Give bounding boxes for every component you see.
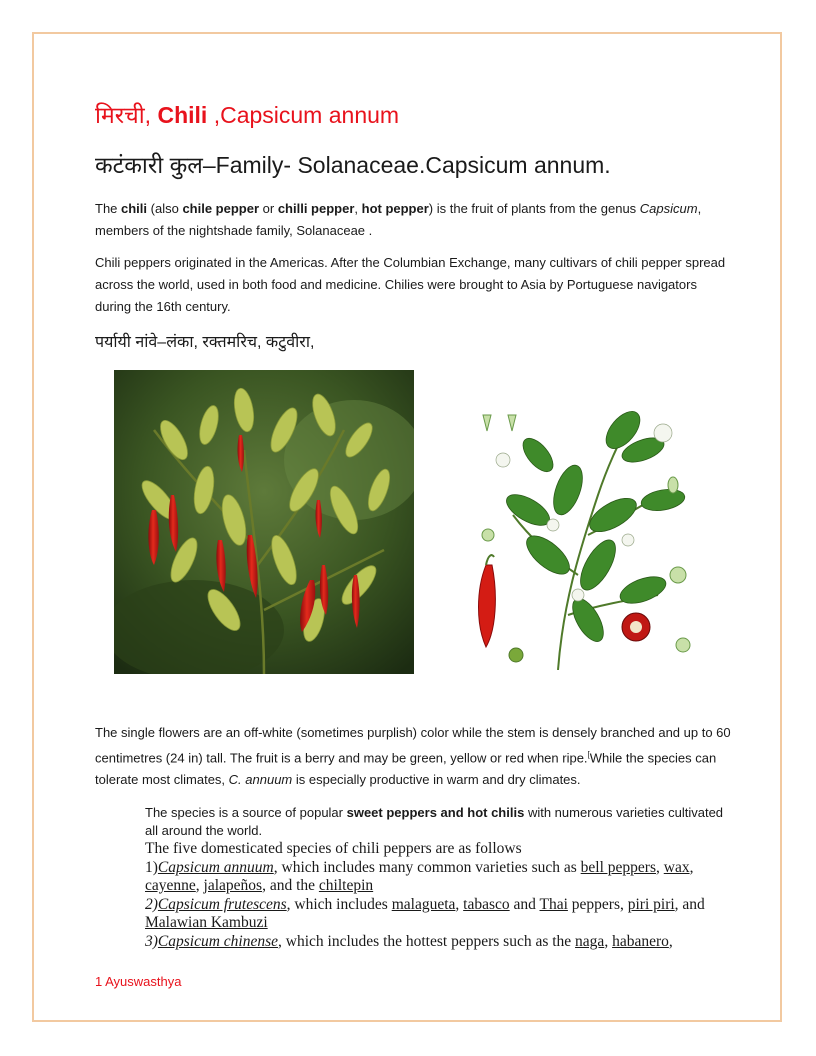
variety-link[interactable]: Malawian Kambuzi [145,914,268,931]
variety-link[interactable]: jalapeños [203,877,263,894]
page-title [95,98,399,130]
list-item: 3)Capsicum chinense, which includes the hottest peppers such as the naga, habanero, [145,932,673,950]
variety-link[interactable]: cayenne [145,877,196,894]
synonyms-line: पर्यायी नांवे–लंका, रक्तमरिच, कटुवीरा, [95,334,315,351]
variety-link[interactable]: chiltepin [318,877,374,894]
species-link[interactable]: Capsicum annuum [157,858,274,876]
intro-paragraph: The chili (also chile pepper or chilli pepper, hot pepper) is the fruit of plants from the genus Capsicum, members of the nightshade family, Solanaceae . [95,201,702,238]
variety-link[interactable]: tabasco [463,895,510,913]
variety-link[interactable]: habanero [612,932,669,950]
page-footer: 1 Ayuswasthya [95,974,182,989]
origin-paragraph: Chili peppers originated in the Americas. After the Columbian Exchange, many cultivars of chili pepper spread across the world, used in both food and medicine. Chilies were brought to Asia by Portuguese navigators during the 16th century. [95,255,726,314]
chili-plant-photo [114,370,414,674]
variety-link[interactable]: malagueta [391,895,456,913]
family-heading: कटंकारी कुल–Family- Solanaceae.Capsicum annum. [95,152,611,178]
variety-link[interactable]: Thai [539,895,568,913]
species-link[interactable]: Capsicum chinense [157,932,279,950]
variety-link[interactable]: piri piri [627,895,675,913]
list-item: 1)Capsicum annuum, which includes many common varieties such as bell peppers, wax, cayenne, jalapeños, and the chiltepin [145,858,694,894]
list-item: 2)Capsicum frutescens, which includes malagueta, tabasco and Thai peppers, piri piri, and Malawian Kambuzi [145,895,705,931]
species-link[interactable]: Capsicum frutescens [157,895,287,913]
title-chili: Chili [157,102,208,128]
variety-link[interactable]: naga [575,932,605,950]
source-paragraph: The species is a source of popular sweet peppers and hot chilis with numerous varieties cultivated all around the world. [145,805,724,838]
flowers-paragraph: The single flowers are an off-white (sometimes purplish) color while the stem is densely branched and up to 60 centimetres (24 in) tall. The fruit is a berry and may be green, yellow or red when ripe.[While the species can tolerate most climates, C. annuum is especially productive in warm and dry climates. [95,725,731,788]
variety-link[interactable]: wax [663,858,690,876]
title-marathi: मिरची, [95,102,158,128]
variety-link[interactable]: bell peppers [580,858,656,876]
domesticated-heading: The five domesticated species of chili peppers are as follows [145,840,522,857]
domesticated-species-list [145,840,735,951]
botanical-illustration [468,405,698,670]
title-latin: ,Capsicum annum [207,102,400,128]
